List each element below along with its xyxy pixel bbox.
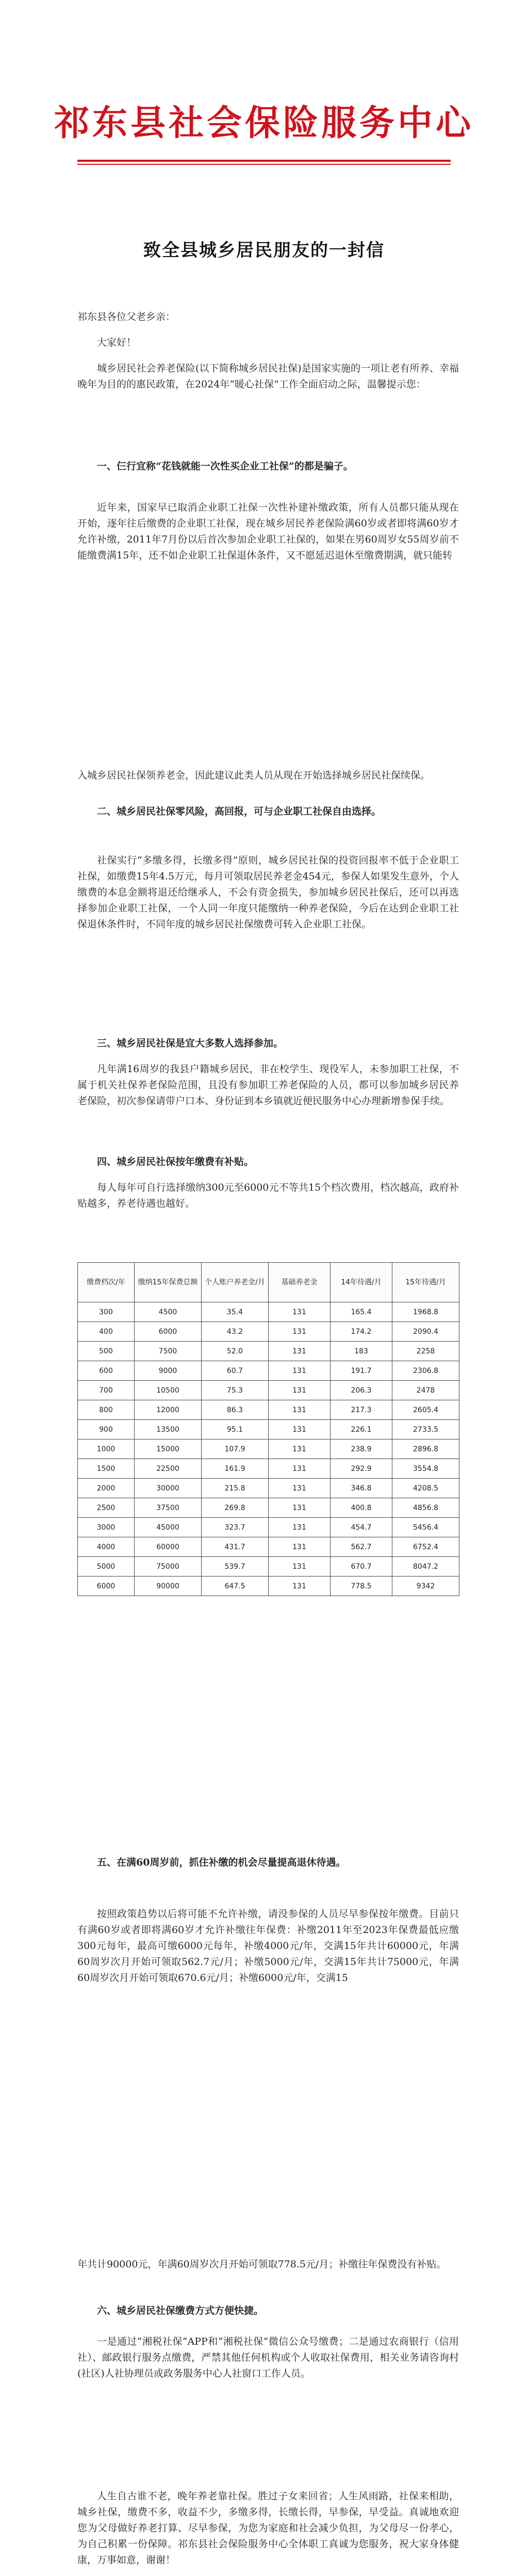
table-row: [78, 1302, 459, 1322]
table-cell: 400: [78, 1322, 135, 1342]
table-header-cell: 基础养老金: [269, 1263, 331, 1302]
table-cell: 22500: [135, 1459, 202, 1479]
table-cell: 90000: [135, 1577, 202, 1596]
table-cell: 2306.8: [392, 1361, 459, 1381]
table-cell: 45000: [135, 1518, 202, 1537]
salutation: 祁东县各位父老乡亲：: [77, 311, 176, 323]
table-cell: 6752.4: [392, 1537, 459, 1557]
table-header-row: [78, 1263, 459, 1302]
table-header-cell: 个人账户养老金/月: [202, 1263, 269, 1302]
table-cell: 12000: [135, 1400, 202, 1420]
table-cell: 6000: [135, 1322, 202, 1342]
table-cell: 238.9: [331, 1439, 392, 1459]
section-3-body: 凡年满16周岁的我县户籍城乡居民，非在校学生、现役军人，未参加职工社保，不属于机关社保养老保险范围，且没有参加职工养老保险的人员，都可以参加城乡居民养老保险，初次参保请带户口本、身份证到本乡镇就近便民服务中心办理新增参保手续。: [77, 1063, 459, 1107]
table-row: [78, 1577, 459, 1596]
table-cell: 35.4: [202, 1302, 269, 1322]
table-cell: 4500: [135, 1302, 202, 1322]
table-cell: 1500: [78, 1459, 135, 1479]
section-4-body: 每人每年可自行选择缴纳300元至6000元不等共15个档次费用，档次越高，政府补贴越多，养老待遇也越好。: [77, 1182, 459, 1209]
table-cell: 60000: [135, 1537, 202, 1557]
table-cell: 226.1: [331, 1420, 392, 1439]
table-cell: 562.7: [331, 1537, 392, 1557]
table-cell: 131: [269, 1537, 331, 1557]
table-cell: 13500: [135, 1420, 202, 1439]
table-cell: 131: [269, 1322, 331, 1342]
table-cell: 2258: [392, 1342, 459, 1361]
table-cell: 800: [78, 1400, 135, 1420]
table-cell: 86.3: [202, 1400, 269, 1420]
table-cell: 131: [269, 1557, 331, 1577]
table-cell: 1000: [78, 1439, 135, 1459]
table-cell: 131: [269, 1361, 331, 1381]
table-row: [78, 1322, 459, 1342]
section-1-body: 近年来，国家早已取消企业职工社保一次性补建补缴政策，所有人员都只能从现在开始，逐年往后缴费的企业职工社保，现在城乡居民养老保险满60岁或者即将满60岁才允许补缴，2011年7月份以后首次参加企业职工社保的，如果在男60周岁女55周岁前不能缴费满15年，还不如企业职工社保退休条件，又不愿延迟退休至缴费期满，就只能转: [77, 502, 459, 561]
closing-paragraph: 人生自古谁不老，晚年养老靠社保。胜过子女来回省；人生风雨路，社保来相助，城乡社保，缴费不多，收益不少，多缴多得，长缴长得，早参保，早受益。真诚地欢迎您为父母做好养老打算、尽早参保，为您为家庭和社会减少负担，为父母尽一份孝心，为自己积累一份保障。祁东县社会保险服务中心全体职工真诚为您服务，祝大家身体健康，万事如意，谢谢！: [77, 2490, 459, 2566]
table-cell: 131: [269, 1439, 331, 1459]
table-cell: 2090.4: [392, 1322, 459, 1342]
table-cell: 183: [331, 1342, 392, 1361]
table-cell: 3554.8: [392, 1459, 459, 1479]
table-cell: 2000: [78, 1479, 135, 1498]
table-cell: 539.7: [202, 1557, 269, 1577]
table-cell: 165.4: [331, 1302, 392, 1322]
table-cell: 131: [269, 1498, 331, 1518]
table-header-cell: 15年待遇/月: [392, 1263, 459, 1302]
section-6-body: 一是通过“湘税社保”APP和“湘税社保”微信公众号缴费；二是通过农商银行（信用社）、邮政银行服务点缴费，严禁其他任何机构或个人收取社保费用，相关业务请咨询村(社区)人社协理员或政务服务中心人社窗口工作人员。: [77, 2336, 459, 2379]
document-title: 致全县城乡居民朋友的一封信: [143, 240, 385, 261]
table-row: [78, 1420, 459, 1439]
table-row: [78, 1400, 459, 1420]
table-cell: 215.8: [202, 1479, 269, 1498]
table-cell: 217.3: [331, 1400, 392, 1420]
table-cell: 191.7: [331, 1361, 392, 1381]
table-cell: 131: [269, 1302, 331, 1322]
contribution-table: [77, 1262, 459, 1596]
table-cell: 700: [78, 1381, 135, 1400]
table-row: [78, 1518, 459, 1537]
table-cell: 6000: [78, 1577, 135, 1596]
red-divider-thick: [77, 160, 451, 162]
table-cell: 900: [78, 1420, 135, 1439]
table-header-cell: 14年待遇/月: [331, 1263, 392, 1302]
table-row: [78, 1361, 459, 1381]
table-cell: 131: [269, 1381, 331, 1400]
table-cell: 75.3: [202, 1381, 269, 1400]
table-cell: 60.7: [202, 1361, 269, 1381]
greeting: 大家好！: [97, 337, 137, 348]
table-row: [78, 1381, 459, 1400]
table-cell: 3000: [78, 1518, 135, 1537]
section-2-body: 社保实行“多缴多得，长缴多得”原则，城乡居民社保的投资回报率不低于企业职工社保，如缴费15年4.5万元，每月可领取居民养老金454元，参保人如果发生意外，个人缴费的本息金额将退还给继承人，不会有资金损失，参加城乡居民社保后，还可以再选择参加企业职工社保，一个人同一年度只能缴纳一种养老保险，今后在达到企业职工社保退休条件时，不同年度的城乡居民社保缴费可转入企业职工社保。: [77, 855, 459, 930]
table-cell: 454.7: [331, 1518, 392, 1537]
intro-paragraph: 城乡居民社会养老保险(以下简称城乡居民社保)是国家实施的一项让老有所养、幸福晚年为目的的惠民政策，在2024年“暖心社保”工作全面启动之际，温馨提示您：: [77, 363, 459, 390]
table-cell: 131: [269, 1577, 331, 1596]
section-5-body: 按照政策趋势以后将可能不允许补缴，请没参保的人员尽早参保按年缴费。目前只有满60岁或者即将满60岁才允许补缴往年保费：补缴2011年至2023年保费最低应缴300元每年，最高可缴6000元每年，补缴4000元/年，交满15年共计60000元，年满60周岁次月开始可领取562.7元/月；补缴5000元/年，交满15年共计75000元，年满60周岁次月开始可领取670.6元/月；补缴6000元/年，交满15: [77, 1908, 459, 1984]
red-divider-thin: [77, 164, 451, 165]
table-cell: 8047.2: [392, 1557, 459, 1577]
table-cell: 131: [269, 1342, 331, 1361]
table-body: [78, 1302, 459, 1596]
table-header-cell: 缴纳15年保费总额: [135, 1263, 202, 1302]
table-cell: 5000: [78, 1557, 135, 1577]
table-row: [78, 1498, 459, 1518]
table-cell: 10500: [135, 1381, 202, 1400]
section-1-heading: 一、仨行宜称“花钱就能一次性买企业工社保”的都是骗子。: [97, 461, 353, 472]
table-cell: 206.3: [331, 1381, 392, 1400]
table-cell: 30000: [135, 1479, 202, 1498]
table-cell: 9342: [392, 1577, 459, 1596]
table-cell: 647.5: [202, 1577, 269, 1596]
table-cell: 4208.5: [392, 1479, 459, 1498]
table-cell: 292.9: [331, 1459, 392, 1479]
table-cell: 4000: [78, 1537, 135, 1557]
letterhead-title: 祁东县社会保险服务中心: [54, 103, 474, 144]
table-cell: 5456.4: [392, 1518, 459, 1537]
table-cell: 107.9: [202, 1439, 269, 1459]
table-cell: 600: [78, 1361, 135, 1381]
table-cell: 2478: [392, 1381, 459, 1400]
table-cell: 75000: [135, 1557, 202, 1577]
table-cell: 161.9: [202, 1459, 269, 1479]
table-cell: 131: [269, 1518, 331, 1537]
table-row: [78, 1557, 459, 1577]
table-cell: 400.8: [331, 1498, 392, 1518]
section-5-continued: 年共计90000元，年满60周岁次月开始可领取778.5元/月；补缴往年保费没有补贴。: [77, 2259, 447, 2270]
table-row: [78, 1479, 459, 1498]
section-4-heading: 四、城乡居民社保按年缴费有补贴。: [97, 1156, 254, 1167]
table-cell: 15000: [135, 1439, 202, 1459]
table-cell: 131: [269, 1420, 331, 1439]
table-cell: 2733.5: [392, 1420, 459, 1439]
table-cell: 9000: [135, 1361, 202, 1381]
table-row: [78, 1342, 459, 1361]
table-cell: 346.8: [331, 1479, 392, 1498]
section-3-heading: 三、城乡居民社保是宜大多数人选择参加。: [97, 1038, 284, 1049]
table-cell: 670.7: [331, 1557, 392, 1577]
table-cell: 269.8: [202, 1498, 269, 1518]
table-cell: 500: [78, 1342, 135, 1361]
section-6-heading: 六、城乡居民社保缴费方式方便快捷。: [97, 2305, 264, 2316]
table-cell: 778.5: [331, 1577, 392, 1596]
contribution-table-wrapper: [77, 1262, 459, 1596]
table-cell: 2605.4: [392, 1400, 459, 1420]
table-header-cell: 缴费档次/年: [78, 1263, 135, 1302]
table-row: [78, 1459, 459, 1479]
table-cell: 37500: [135, 1498, 202, 1518]
table-cell: 43.2: [202, 1322, 269, 1342]
section-2-heading: 二、城乡居民社保零风险，高回报，可与企业职工社保自由选择。: [97, 806, 382, 817]
table-cell: 174.2: [331, 1322, 392, 1342]
table-cell: 431.7: [202, 1537, 269, 1557]
section-1-continued: 入城乡居民社保领养老金，因此建议此类人员从现在开始选择城乡居民社保续保。: [77, 770, 431, 781]
table-cell: 4856.8: [392, 1498, 459, 1518]
table-cell: 52.0: [202, 1342, 269, 1361]
section-5-heading: 五、在满60周岁前，抓住补缴的机会尽量提高退休待遇。: [97, 1857, 346, 1868]
table-cell: 2500: [78, 1498, 135, 1518]
table-cell: 1968.8: [392, 1302, 459, 1322]
table-cell: 7500: [135, 1342, 202, 1361]
table-cell: 131: [269, 1459, 331, 1479]
table-cell: 2896.8: [392, 1439, 459, 1459]
table-cell: 131: [269, 1479, 331, 1498]
table-cell: 300: [78, 1302, 135, 1322]
table-cell: 95.1: [202, 1420, 269, 1439]
table-row: [78, 1537, 459, 1557]
table-row: [78, 1439, 459, 1459]
table-cell: 323.7: [202, 1518, 269, 1537]
table-cell: 131: [269, 1400, 331, 1420]
